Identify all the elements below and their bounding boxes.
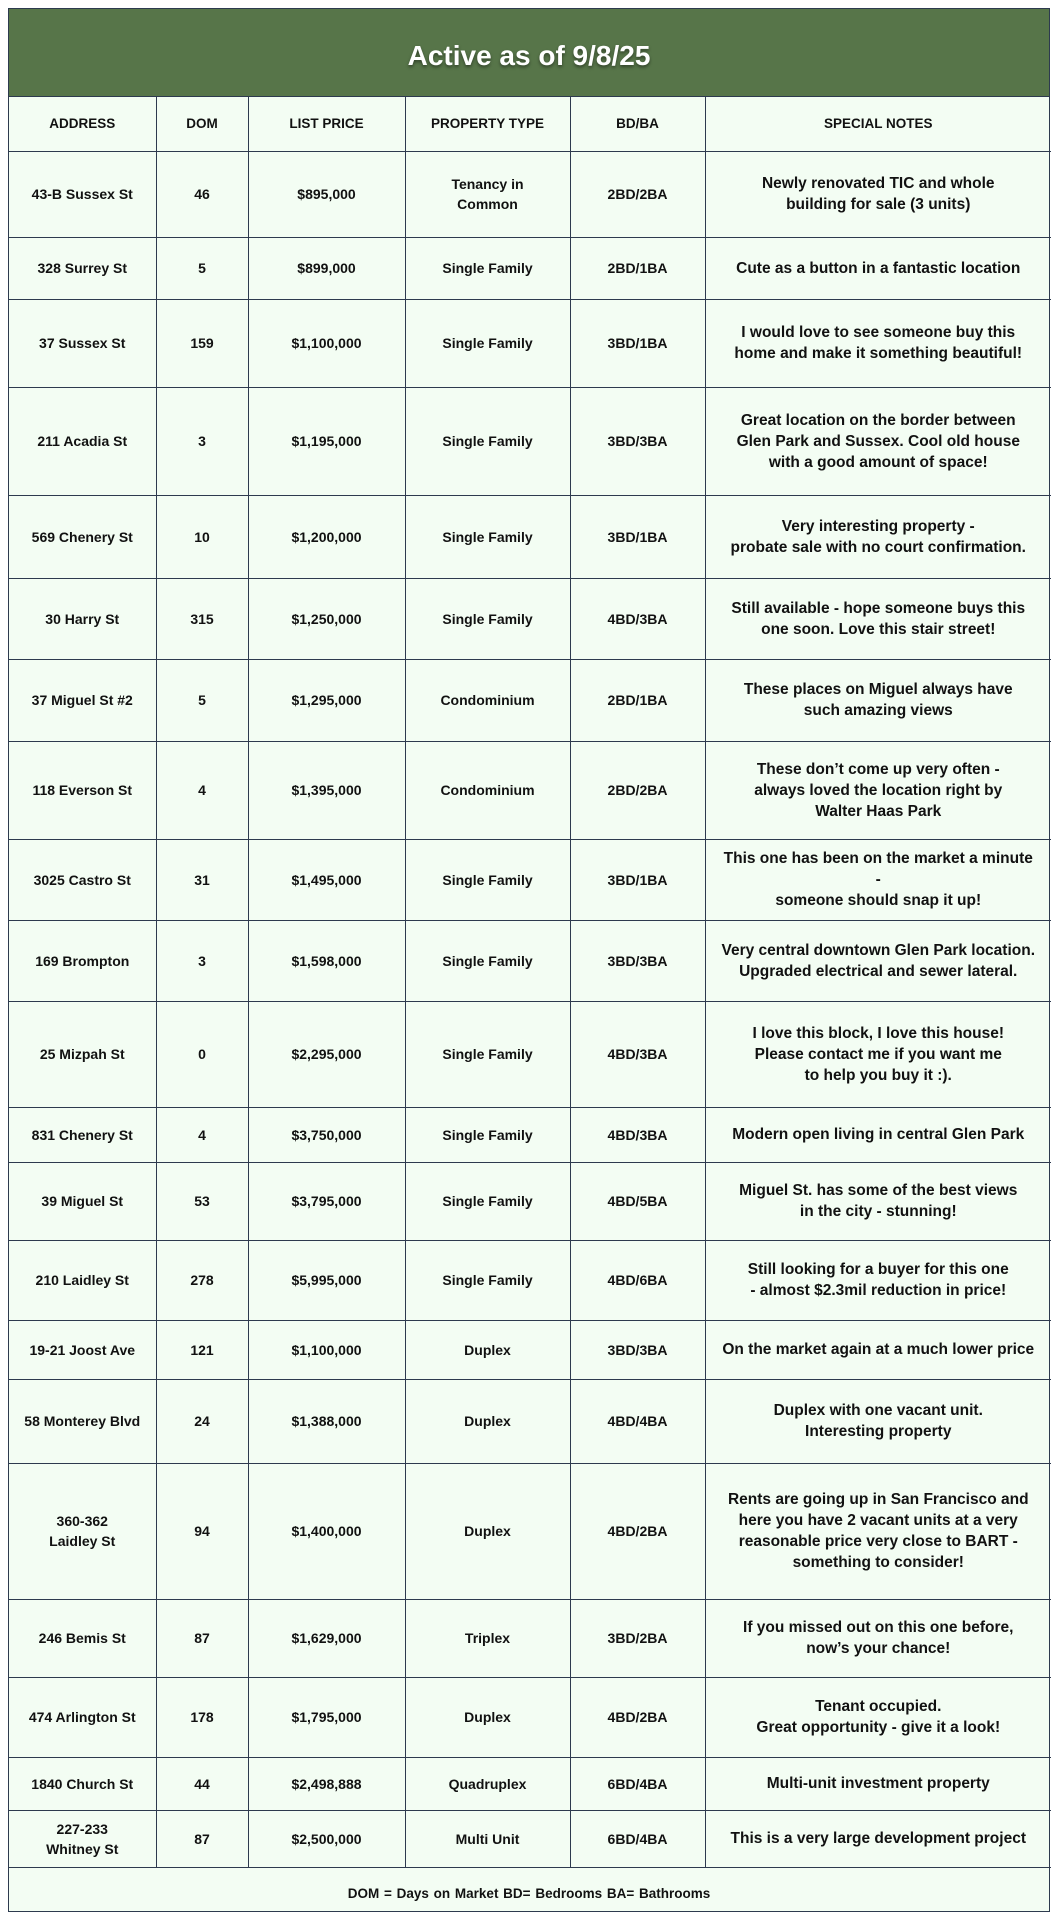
bd-ba-cell: 4BD/5BA bbox=[570, 1162, 705, 1240]
bd-ba-cell: 6BD/4BA bbox=[570, 1810, 705, 1867]
dom-cell: 87 bbox=[156, 1599, 248, 1677]
column-header-address: ADDRESS bbox=[9, 97, 156, 151]
special-notes-cell: Duplex with one vacant unit. Interesting property bbox=[705, 1379, 1051, 1463]
property-type-cell: Single Family bbox=[405, 839, 570, 920]
address-cell: 227-233 Whitney St bbox=[9, 1810, 156, 1867]
list-price-cell: $1,250,000 bbox=[248, 578, 405, 659]
dom-cell: 94 bbox=[156, 1463, 248, 1599]
dom-cell: 121 bbox=[156, 1320, 248, 1379]
column-header-property-type: PROPERTY TYPE bbox=[405, 97, 570, 151]
property-type-cell: Single Family bbox=[405, 237, 570, 299]
property-type-cell: Single Family bbox=[405, 1107, 570, 1162]
property-type-cell: Duplex bbox=[405, 1379, 570, 1463]
address-cell: 58 Monterey Blvd bbox=[9, 1379, 156, 1463]
list-price-cell: $2,500,000 bbox=[248, 1810, 405, 1867]
bd-ba-cell: 4BD/2BA bbox=[570, 1463, 705, 1599]
table-row bbox=[9, 1810, 1051, 1867]
bd-ba-cell: 3BD/2BA bbox=[570, 1599, 705, 1677]
special-notes-cell: Very central downtown Glen Park location. Upgraded electrical and sewer lateral. bbox=[705, 920, 1051, 1001]
table-row bbox=[9, 659, 1051, 741]
column-header-list-price: LIST PRICE bbox=[248, 97, 405, 151]
bd-ba-cell: 4BD/3BA bbox=[570, 578, 705, 659]
list-price-cell: $899,000 bbox=[248, 237, 405, 299]
dom-cell: 278 bbox=[156, 1240, 248, 1320]
table-row bbox=[9, 495, 1051, 578]
table-row bbox=[9, 1001, 1051, 1107]
bd-ba-cell: 2BD/1BA bbox=[570, 659, 705, 741]
special-notes-cell: This is a very large development project bbox=[705, 1810, 1051, 1867]
special-notes-cell: If you missed out on this one before, now’s your chance! bbox=[705, 1599, 1051, 1677]
property-type-cell: Condominium bbox=[405, 741, 570, 839]
special-notes-cell: I would love to see someone buy this home and make it something beautiful! bbox=[705, 299, 1051, 387]
special-notes-cell: Modern open living in central Glen Park bbox=[705, 1107, 1051, 1162]
table-header-row bbox=[9, 97, 1051, 151]
bd-ba-cell: 3BD/1BA bbox=[570, 299, 705, 387]
dom-cell: 31 bbox=[156, 839, 248, 920]
property-type-cell: Quadruplex bbox=[405, 1757, 570, 1810]
list-price-cell: $1,195,000 bbox=[248, 387, 405, 495]
table-row bbox=[9, 839, 1051, 920]
address-cell: 25 Mizpah St bbox=[9, 1001, 156, 1107]
table-row bbox=[9, 1240, 1051, 1320]
table-row bbox=[9, 387, 1051, 495]
bd-ba-cell: 3BD/1BA bbox=[570, 495, 705, 578]
dom-cell: 87 bbox=[156, 1810, 248, 1867]
list-price-cell: $1,400,000 bbox=[248, 1463, 405, 1599]
address-cell: 39 Miguel St bbox=[9, 1162, 156, 1240]
table-row bbox=[9, 1463, 1051, 1599]
special-notes-cell: Miguel St. has some of the best views in the city - stunning! bbox=[705, 1162, 1051, 1240]
dom-cell: 4 bbox=[156, 741, 248, 839]
listings-table bbox=[9, 97, 1051, 1868]
list-price-cell: $1,629,000 bbox=[248, 1599, 405, 1677]
table-row bbox=[9, 578, 1051, 659]
address-cell: 211 Acadia St bbox=[9, 387, 156, 495]
special-notes-cell: Cute as a button in a fantastic location bbox=[705, 237, 1051, 299]
bd-ba-cell: 4BD/3BA bbox=[570, 1001, 705, 1107]
address-cell: 30 Harry St bbox=[9, 578, 156, 659]
list-price-cell: $2,295,000 bbox=[248, 1001, 405, 1107]
property-type-cell: Single Family bbox=[405, 578, 570, 659]
dom-cell: 4 bbox=[156, 1107, 248, 1162]
property-type-cell: Condominium bbox=[405, 659, 570, 741]
list-price-cell: $1,100,000 bbox=[248, 1320, 405, 1379]
list-price-cell: $1,795,000 bbox=[248, 1677, 405, 1757]
property-type-cell: Duplex bbox=[405, 1677, 570, 1757]
list-price-cell: $1,388,000 bbox=[248, 1379, 405, 1463]
address-cell: 19-21 Joost Ave bbox=[9, 1320, 156, 1379]
dom-cell: 46 bbox=[156, 151, 248, 237]
address-cell: 118 Everson St bbox=[9, 741, 156, 839]
table-row bbox=[9, 1599, 1051, 1677]
special-notes-cell: Multi-unit investment property bbox=[705, 1757, 1051, 1810]
dom-cell: 5 bbox=[156, 237, 248, 299]
address-cell: 37 Sussex St bbox=[9, 299, 156, 387]
list-price-cell: $1,295,000 bbox=[248, 659, 405, 741]
dom-cell: 178 bbox=[156, 1677, 248, 1757]
property-type-cell: Single Family bbox=[405, 1162, 570, 1240]
bd-ba-cell: 4BD/6BA bbox=[570, 1240, 705, 1320]
property-type-cell: Single Family bbox=[405, 920, 570, 1001]
list-price-cell: $1,100,000 bbox=[248, 299, 405, 387]
table-row bbox=[9, 151, 1051, 237]
bd-ba-cell: 3BD/3BA bbox=[570, 920, 705, 1001]
property-type-cell: Single Family bbox=[405, 1001, 570, 1107]
dom-cell: 0 bbox=[156, 1001, 248, 1107]
dom-cell: 3 bbox=[156, 920, 248, 1001]
column-header-bd-ba: BD/BA bbox=[570, 97, 705, 151]
address-cell: 831 Chenery St bbox=[9, 1107, 156, 1162]
address-cell: 328 Surrey St bbox=[9, 237, 156, 299]
table-row bbox=[9, 237, 1051, 299]
special-notes-cell: These don’t come up very often - always loved the location right by Walter Haas Park bbox=[705, 741, 1051, 839]
listings-sheet bbox=[8, 8, 1050, 1912]
special-notes-cell: Rents are going up in San Francisco and here you have 2 vacant units at a very reasonable price very close to BART - something to consider! bbox=[705, 1463, 1051, 1599]
dom-cell: 10 bbox=[156, 495, 248, 578]
bd-ba-cell: 2BD/2BA bbox=[570, 151, 705, 237]
property-type-cell: Duplex bbox=[405, 1463, 570, 1599]
property-type-cell: Single Family bbox=[405, 1240, 570, 1320]
address-cell: 3025 Castro St bbox=[9, 839, 156, 920]
dom-cell: 315 bbox=[156, 578, 248, 659]
bd-ba-cell: 4BD/2BA bbox=[570, 1677, 705, 1757]
address-cell: 43-B Sussex St bbox=[9, 151, 156, 237]
bd-ba-cell: 6BD/4BA bbox=[570, 1757, 705, 1810]
special-notes-cell: Newly renovated TIC and whole building for sale (3 units) bbox=[705, 151, 1051, 237]
table-row bbox=[9, 1677, 1051, 1757]
table-row bbox=[9, 741, 1051, 839]
dom-cell: 53 bbox=[156, 1162, 248, 1240]
bd-ba-cell: 3BD/3BA bbox=[570, 1320, 705, 1379]
list-price-cell: $895,000 bbox=[248, 151, 405, 237]
dom-cell: 159 bbox=[156, 299, 248, 387]
address-cell: 474 Arlington St bbox=[9, 1677, 156, 1757]
table-row bbox=[9, 1162, 1051, 1240]
special-notes-cell: These places on Miguel always have such amazing views bbox=[705, 659, 1051, 741]
special-notes-cell: Very interesting property - probate sale with no court confirmation. bbox=[705, 495, 1051, 578]
bd-ba-cell: 2BD/1BA bbox=[570, 237, 705, 299]
list-price-cell: $5,995,000 bbox=[248, 1240, 405, 1320]
bd-ba-cell: 4BD/3BA bbox=[570, 1107, 705, 1162]
property-type-cell: Single Family bbox=[405, 495, 570, 578]
table-row bbox=[9, 1320, 1051, 1379]
special-notes-cell: Great location on the border between Glen Park and Sussex. Cool old house with a good amount of space! bbox=[705, 387, 1051, 495]
column-header-special-notes: SPECIAL NOTES bbox=[705, 97, 1051, 151]
list-price-cell: $3,795,000 bbox=[248, 1162, 405, 1240]
list-price-cell: $3,750,000 bbox=[248, 1107, 405, 1162]
address-cell: 360-362 Laidley St bbox=[9, 1463, 156, 1599]
table-row bbox=[9, 920, 1051, 1001]
dom-cell: 5 bbox=[156, 659, 248, 741]
address-cell: 1840 Church St bbox=[9, 1757, 156, 1810]
bd-ba-cell: 3BD/1BA bbox=[570, 839, 705, 920]
address-cell: 569 Chenery St bbox=[9, 495, 156, 578]
bd-ba-cell: 3BD/3BA bbox=[570, 387, 705, 495]
property-type-cell: Single Family bbox=[405, 387, 570, 495]
special-notes-cell: Still looking for a buyer for this one - almost $2.3mil reduction in price! bbox=[705, 1240, 1051, 1320]
list-price-cell: $1,395,000 bbox=[248, 741, 405, 839]
legend-footer: DOM = Days on Market BD= Bedrooms BA= Bathrooms bbox=[347, 1886, 711, 1901]
list-price-cell: $1,200,000 bbox=[248, 495, 405, 578]
address-cell: 210 Laidley St bbox=[9, 1240, 156, 1320]
property-type-cell: Triplex bbox=[405, 1599, 570, 1677]
address-cell: 37 Miguel St #2 bbox=[9, 659, 156, 741]
address-cell: 246 Bemis St bbox=[9, 1599, 156, 1677]
special-notes-cell: On the market again at a much lower price bbox=[705, 1320, 1051, 1379]
property-type-cell: Tenancy in Common bbox=[405, 151, 570, 237]
bd-ba-cell: 4BD/4BA bbox=[570, 1379, 705, 1463]
table-row bbox=[9, 1379, 1051, 1463]
address-cell: 169 Brompton bbox=[9, 920, 156, 1001]
dom-cell: 3 bbox=[156, 387, 248, 495]
table-row bbox=[9, 1757, 1051, 1810]
table-row bbox=[9, 1107, 1051, 1162]
property-type-cell: Multi Unit bbox=[405, 1810, 570, 1867]
special-notes-cell: I love this block, I love this house! Please contact me if you want me to help you buy it :). bbox=[705, 1001, 1051, 1107]
dom-cell: 44 bbox=[156, 1757, 248, 1810]
bd-ba-cell: 2BD/2BA bbox=[570, 741, 705, 839]
list-price-cell: $1,495,000 bbox=[248, 839, 405, 920]
dom-cell: 24 bbox=[156, 1379, 248, 1463]
special-notes-cell: Tenant occupied. Great opportunity - give it a look! bbox=[705, 1677, 1051, 1757]
special-notes-cell: Still available - hope someone buys this one soon. Love this stair street! bbox=[705, 578, 1051, 659]
list-price-cell: $1,598,000 bbox=[248, 920, 405, 1001]
property-type-cell: Duplex bbox=[405, 1320, 570, 1379]
list-price-cell: $2,498,888 bbox=[248, 1757, 405, 1810]
table-row bbox=[9, 299, 1051, 387]
column-header-dom: DOM bbox=[156, 97, 248, 151]
page-title: Active as of 9/8/25 bbox=[9, 9, 1049, 97]
property-type-cell: Single Family bbox=[405, 299, 570, 387]
special-notes-cell: This one has been on the market a minute - someone should snap it up! bbox=[705, 839, 1051, 920]
